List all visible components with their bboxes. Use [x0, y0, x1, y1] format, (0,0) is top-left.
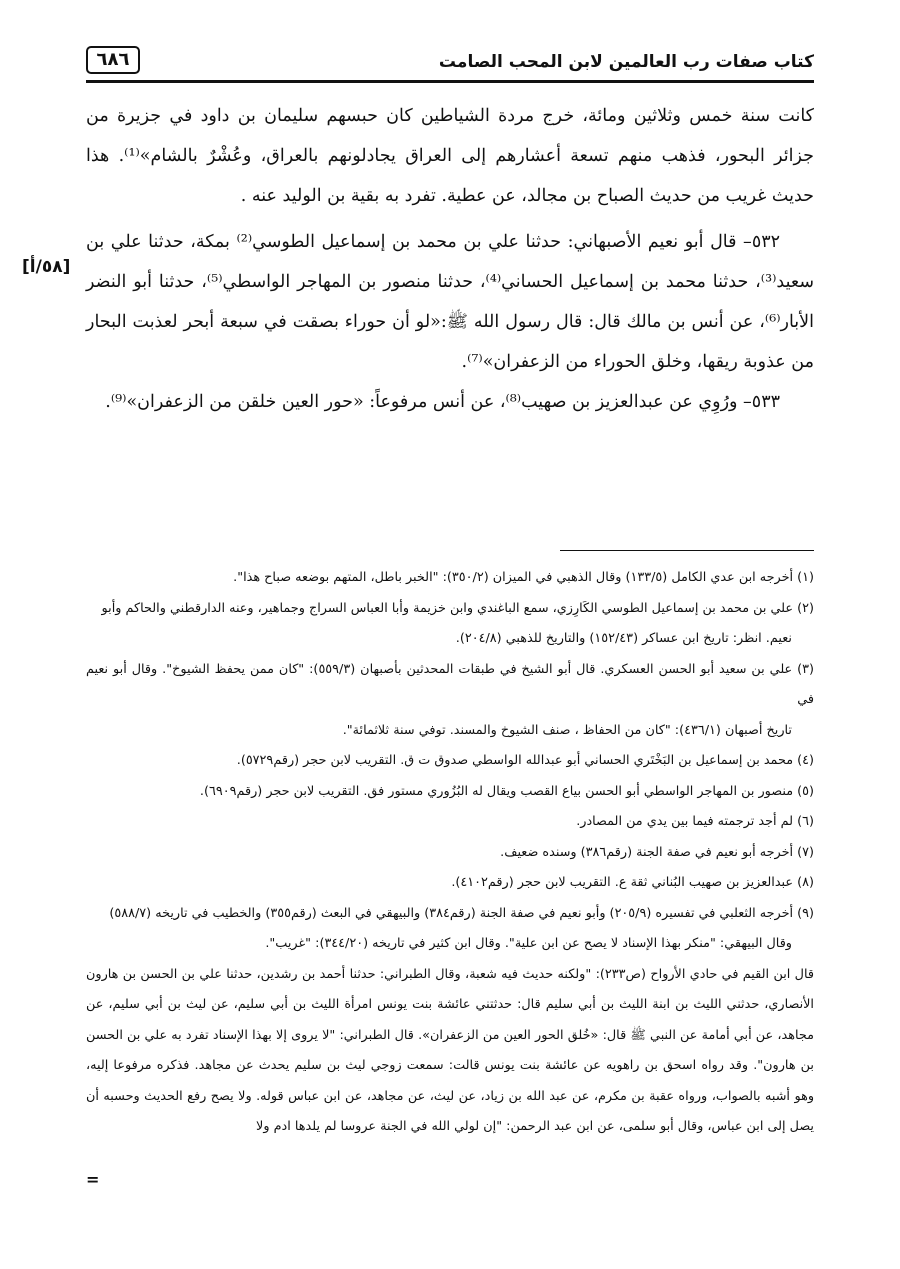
- header-divider: [86, 80, 814, 83]
- footnote-2-continued: نعيم. انظر: تاريخ ابن عساكر (١٥٢/٤٣) والتاريخ للذهبي (٢٠٤/٨).: [455, 631, 792, 646]
- footnote-9-ibn-qayyim: قال ابن القيم في حادي الأرواح (ص٢٣٣): "ولكنه حديث فيه شعبة، وقال الطبراني: حدثنا أحمد بن رشدين، حدثنا علي بن الحسن بن هارون الأنصاري، حدثني الليث بن ابنة الليث بن أبي سليم قال: حدثتني عائشة بنت يونس امرأة الليث بن أبي سليم، عن ليث بن أبي سليم، عن مجاهد، عن أبي أمامة عن النبي ﷺ قال: «خُلق الحور العين من الزعفران». قال الطبراني: "لا يروى إلا بهذا الإسناد تفرد به علي بن الحسن بن هارون". وقد رواه اسحق بن راهويه عن عائشة بنت يونس قالت: سمعت زوجي ليث بن سليم يحدث عن مجاهد. فذكره مرفوعا إليه، وهو أشبه بالصواب، ورواه عقبة بن مكرم، عن عبد الله بن زياد، عن ليث، عن مجاهد، عن ابن عباس قوله. ولا يصح رفع الحديث وحسبه أن يصل إلى ابن عباس، وقال أبو سلمى، عن ابن عبد الرحمن: "إن لولي الله في الجنة عروسا لم يلدها ادم ولا: [86, 966, 814, 1134]
- manuscript-folio-reference: [٥٨/أ]: [22, 257, 71, 277]
- continuation-mark: =: [86, 1170, 100, 1189]
- page-header: [86, 44, 814, 82]
- footnote-3-continued: تاريخ أصبهان (٤٣٦/١): "كان من الحفاظ ، صنف الشيوخ والمسند. توفي سنة ثلاثمائة".: [342, 722, 792, 738]
- footnote-divider: [560, 550, 814, 551]
- footnote-5: (٥) منصور بن المهاجر الواسطي أبو الحسن بياع القصب ويقال له البُزُوري مستور فق. التقريب لابن حجر (رقم٦٩٠٩).: [199, 783, 814, 799]
- main-text: [86, 96, 814, 422]
- footnote-6: (٦) لم أجد ترجمته فيما بين يدي من المصادر.: [576, 814, 814, 829]
- footnote-1: (١) أخرجه ابن عدي الكامل (١٣٣/٥) وقال الذهبي في الميزان (٣٥٠/٢): "الخبر باطل، المتهم بوضعه صباح هذا".: [233, 570, 814, 585]
- footnote-9-continued: وقال البيهقي: "منكر بهذا الإسناد لا يصح عن ابن علية". وقال ابن كثير في تاريخه (٣٤٤/٢٠): "غريب".: [265, 936, 792, 951]
- footnote-2: (٢) علي بن محمد بن إسماعيل الطوسي الكَارِزي، سمع الباغندي وابن خزيمة وأبا العباس السراج وجماهير، وعنه الدارقطني والحاكم وأبو: [101, 600, 814, 616]
- page-number: ٦٨٦: [86, 46, 140, 74]
- hadith-532: ٥٣٢– قال أبو نعيم الأصبهاني: حدثنا علي بن محمد بن إسماعيل الطوسي⁽²⁾ بمكة، حدثنا علي بن سعيد⁽³⁾، حدثنا محمد بن إسماعيل الحساني⁽⁴⁾، حدثنا منصور بن المهاجر الواسطي⁽⁵⁾، حدثنا أبو النضر الأبار⁽⁶⁾، عن أنس بن مالك قال: قال رسول الله ﷺ:«لو أن حوراء بصقت في سبعة أبحر لعذبت البحار من عذوبة ريقها، وخلق الحوراء من الزعفران»⁽⁷⁾.: [86, 232, 814, 372]
- footnote-7: (٧) أخرجه أبو نعيم في صفة الجنة (رقم٣٨٦) وسنده ضعيف.: [500, 844, 814, 860]
- footnote-4: (٤) محمد بن إسماعيل بن البَخْتَري الحساني أبو عبدالله الواسطي صدوق ت ق. التقريب لابن حجر (رقم٥٧٢٩).: [236, 753, 814, 768]
- footnotes: [86, 563, 814, 1143]
- footnote-9: (٩) أخرجه الثعلبي في تفسيره (٢٠٥/٩) وأبو نعيم في صفة الجنة (رقم٣٨٤) والبيهقي في البعث (رقم٣٥٥) والخطيب في تاريخه (٥٨٨/٧): [109, 905, 814, 921]
- footnote-3: (٣) علي بن سعيد أبو الحسن العسكري. قال أبو الشيخ في طبقات المحدثين بأصبهان (٥٥٩/٣): "كان ممن يحفظ الشيوخ". وقال أبو نعيم في: [86, 661, 814, 707]
- paragraph: كانت سنة خمس وثلاثين ومائة، خرج مردة الشياطين كان حبسهم سليمان بن داود في جزيرة من جزائر البحور، فذهب منهم تسعة أعشارهم إلى العراق يجادلونهم بالعراق، وعُشْرٌ بالشام»⁽¹⁾. هذا حديث غريب من حديث الصباح بن مجالد، عن عطية. تفرد به بقية بن الوليد عنه .: [86, 106, 814, 206]
- book-title: كتاب صفات رب العالمين لابن المحب الصامت: [438, 52, 814, 72]
- hadith-533: ٥٣٣– ورُوِي عن عبدالعزيز بن صهيب⁽⁸⁾، عن أنس مرفوعاً: «حور العين خلقن من الزعفران»⁽⁹⁾.: [105, 392, 780, 412]
- footnote-8: (٨) عبدالعزيز بن صهيب البُناني ثقة ع. التقريب لابن حجر (رقم٤١٠٢).: [451, 875, 814, 890]
